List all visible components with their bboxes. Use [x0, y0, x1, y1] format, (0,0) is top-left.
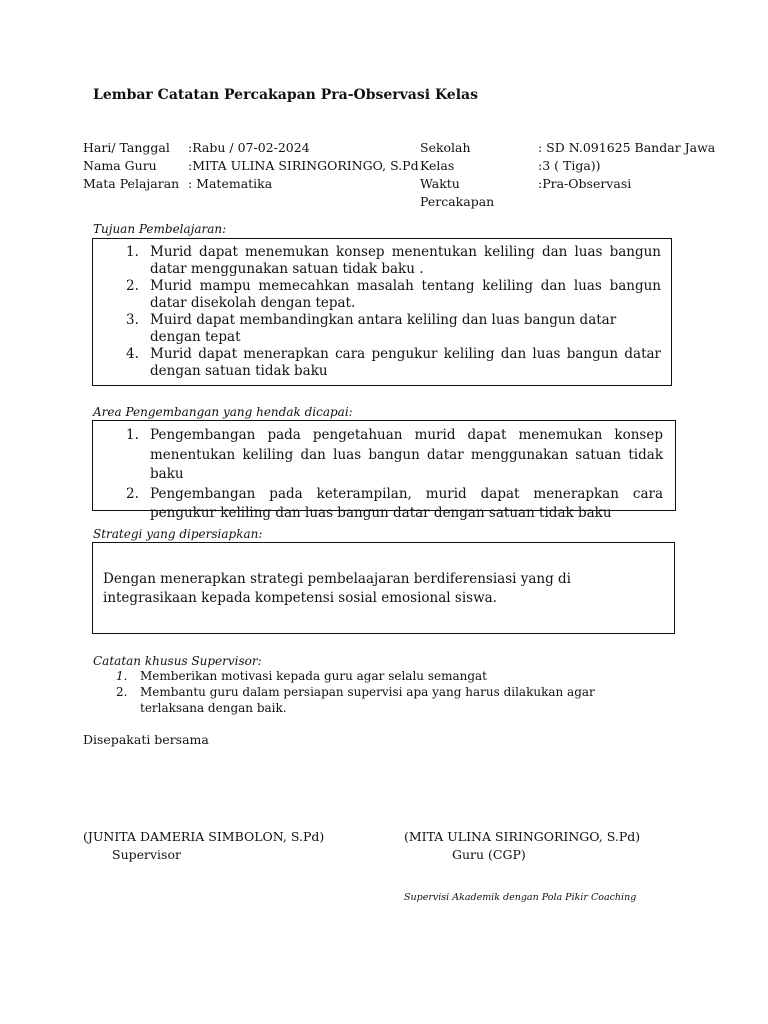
- catatan-list: [116, 668, 656, 716]
- section-label-tujuan: Tujuan Pembelajaran:: [93, 222, 227, 236]
- list-item: 1. Pengembangan pada pengetahuan murid dapat menemukan konsep menentukan keliling dan luas bangun datar menggunakan satuan tidak baku: [126, 427, 663, 482]
- strategi-text: Dengan menerapkan strategi pembelaajaran berdiferensiasi yang di integrasikaan kepada kompetensi sosial emosional siswa.: [103, 571, 571, 606]
- info-left: [83, 139, 423, 193]
- list-item: 2. Membantu guru dalam persiapan supervisi apa yang harus dilakukan agar terlaksana dengan baik.: [116, 685, 595, 715]
- info-row-class: [420, 157, 720, 175]
- info-value: :Rabu / 07-02-2024: [188, 140, 310, 155]
- footer-text: Supervisi Akademik dengan Pola Pikir Coaching: [404, 892, 637, 903]
- list-item: 3. Muird dapat membandingkan antara keliling dan luas bangun datar dengan tepat: [126, 312, 617, 345]
- info-row-teacher: [83, 157, 423, 175]
- info-row-date: [83, 139, 423, 157]
- info-right: [420, 139, 720, 211]
- info-row-time: [420, 175, 720, 211]
- info-value: :MITA ULINA SIRINGORINGO, S.Pd: [188, 158, 419, 173]
- list-item: 2. Pengembangan pada keterampilan, murid dapat menerapkan cara pengukur keliling dan luas bangun datar dengan satuan tidak baku: [126, 485, 663, 521]
- section-label-area: Area Pengembangan yang hendak dicapai:: [93, 405, 353, 419]
- section-label-catatan: Catatan khusus Supervisor:: [93, 654, 262, 668]
- info-label: Percakapan: [420, 194, 495, 209]
- list-item: 1. Murid dapat menemukan konsep menentukan keliling dan luas bangun datar menggunakan satuan tidak baku .: [126, 244, 661, 277]
- area-box: [92, 420, 676, 521]
- supervisor-name: (JUNITA DAMERIA SIMBOLON, S.Pd): [83, 829, 325, 844]
- agreement-text: Disepakati bersama: [83, 732, 209, 747]
- info-label: Kelas: [420, 158, 455, 173]
- list-item: 2. Murid mampu memecahkan masalah tentang keliling dan luas bangun datar disekolah dengan tepat.: [126, 278, 661, 311]
- info-value: : SD N.091625 Bandar Jawa: [538, 140, 716, 155]
- list-item: 1. Memberikan motivasi kepada guru agar selalu semangat: [116, 669, 488, 683]
- info-label: Waktu: [420, 176, 460, 191]
- info-value: :3 ( Tiga)): [538, 158, 601, 173]
- info-value: :Pra-Observasi: [538, 176, 632, 191]
- signature-teacher: [404, 828, 640, 864]
- section-label-strategi: Strategi yang dipersiapkan:: [93, 527, 263, 541]
- info-row-school: [420, 139, 720, 157]
- info-label-group: [420, 175, 538, 211]
- info-label: Sekolah: [420, 140, 471, 155]
- tujuan-box: [92, 238, 672, 386]
- supervisor-role: Supervisor: [112, 847, 181, 862]
- tujuan-list: [126, 244, 661, 380]
- list-item: 4. Murid dapat menerapkan cara pengukur keliling dan luas bangun datar dengan satuan tidak baku: [126, 346, 661, 379]
- strategi-box: [92, 542, 675, 634]
- area-list: [126, 426, 663, 524]
- teacher-name: (MITA ULINA SIRINGORINGO, S.Pd): [404, 829, 641, 844]
- info-label: Hari/ Tanggal: [83, 140, 170, 155]
- info-label: Mata Pelajaran: [83, 176, 180, 191]
- info-label: Nama Guru: [83, 158, 157, 173]
- teacher-role: Guru (CGP): [452, 847, 526, 862]
- signature-supervisor: [83, 828, 324, 864]
- document-title: Lembar Catatan Percakapan Pra-Observasi Kelas: [93, 87, 478, 103]
- info-row-subject: [83, 175, 423, 193]
- info-value: : Matematika: [188, 176, 273, 191]
